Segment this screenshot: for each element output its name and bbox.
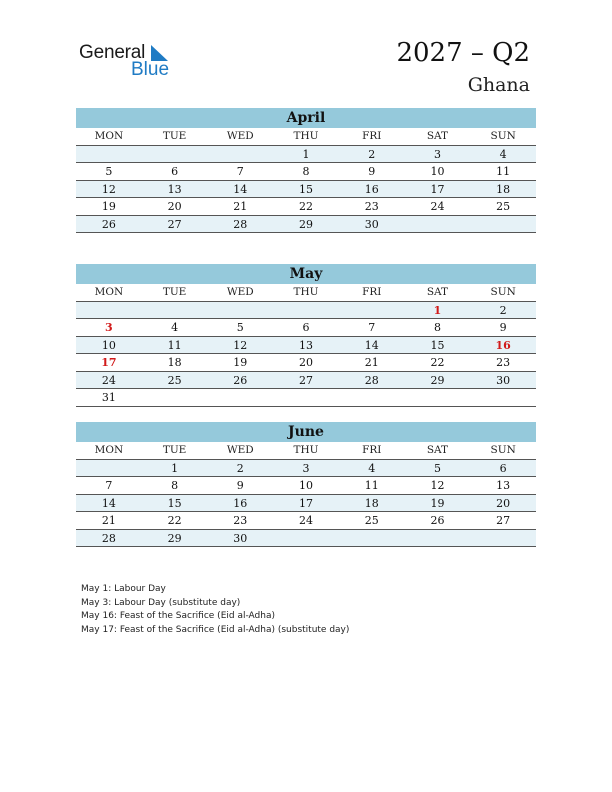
date-cell: 11 (364, 479, 379, 492)
date-cell: 6 (171, 165, 179, 178)
date-cell: 9 (368, 165, 376, 178)
date-cell: 10 (299, 479, 314, 492)
date-cell: 3 (302, 461, 310, 475)
date-cell: 16 (364, 182, 379, 196)
date-cell (339, 389, 405, 406)
date-cell: 16 (233, 496, 248, 510)
date-cell: 31 (101, 391, 116, 404)
date-cell (142, 389, 208, 406)
date-cell: 21 (101, 514, 116, 527)
date-cell: 20 (496, 496, 511, 510)
date-cell: 6 (302, 321, 310, 334)
date-cell: 2 (236, 461, 244, 475)
date-cell: 23 (364, 200, 379, 213)
date-cell (273, 389, 339, 406)
logo-general-text: General (79, 42, 146, 63)
date-cell: 12 (101, 182, 116, 196)
date-cell: 30 (364, 217, 379, 231)
date-cell (142, 302, 208, 319)
month-calendar-april (76, 108, 536, 233)
date-cell: 6 (499, 461, 507, 475)
date-cell: 14 (364, 338, 379, 352)
month-title: April (76, 108, 536, 128)
date-cell: 13 (496, 479, 511, 492)
week-row (76, 372, 536, 390)
date-cell: 14 (233, 182, 248, 196)
date-cell: 8 (433, 321, 441, 334)
date-cell: 5 (236, 321, 244, 334)
day-name: SUN (490, 130, 516, 142)
date-cell: 8 (171, 479, 179, 492)
date-cell: 11 (167, 338, 182, 352)
date-cell (405, 389, 471, 406)
day-name: SAT (426, 130, 449, 142)
day-name: WED (226, 444, 254, 456)
generalblue-logo (79, 42, 179, 80)
week-row (76, 337, 536, 355)
date-cell (405, 216, 471, 233)
day-name: THU (293, 286, 319, 298)
day-name: WED (226, 286, 254, 298)
page-title: 2027 – Q2 (396, 38, 530, 68)
week-row (76, 216, 536, 234)
date-cell: 13 (299, 338, 314, 352)
day-name: FRI (362, 286, 382, 298)
day-name: SAT (426, 444, 449, 456)
month-calendar-june (76, 422, 536, 547)
date-cell: 28 (233, 217, 248, 231)
date-cell: 18 (496, 182, 511, 196)
day-name: TUE (162, 444, 187, 456)
date-cell: 29 (299, 217, 314, 231)
week-row (76, 530, 536, 548)
date-cell: 4 (368, 461, 376, 475)
date-cell: 5 (105, 165, 113, 178)
date-cell: 12 (430, 479, 445, 492)
date-cell (470, 530, 536, 547)
date-cell: 15 (430, 338, 445, 352)
date-cell: 25 (364, 514, 379, 527)
date-cell: 10 (101, 338, 116, 352)
day-name: THU (293, 130, 319, 142)
week-row (76, 198, 536, 216)
date-cell (207, 146, 273, 163)
day-name: FRI (362, 130, 382, 142)
holiday-date-cell: 3 (105, 321, 113, 334)
date-cell: 14 (101, 496, 116, 510)
day-name: MON (94, 444, 124, 456)
date-cell: 23 (233, 514, 248, 527)
date-cell (470, 216, 536, 233)
date-cell: 12 (233, 338, 248, 352)
date-cell: 27 (299, 373, 314, 387)
date-cell: 25 (496, 200, 511, 213)
day-name: TUE (162, 130, 187, 142)
date-cell: 17 (430, 182, 445, 196)
date-cell: 9 (236, 479, 244, 492)
date-cell (273, 302, 339, 319)
date-cell (76, 146, 142, 163)
holiday-date-cell: 17 (101, 356, 117, 369)
week-row (76, 460, 536, 478)
date-cell: 11 (496, 165, 511, 178)
date-cell: 4 (499, 147, 507, 161)
date-cell: 19 (101, 200, 116, 213)
date-cell: 2 (499, 303, 507, 317)
week-row (76, 495, 536, 513)
holiday-date-cell: 1 (433, 303, 442, 317)
date-cell: 29 (430, 373, 445, 387)
date-cell (273, 530, 339, 547)
date-cell: 15 (299, 182, 314, 196)
date-cell: 30 (233, 531, 248, 545)
day-name: THU (293, 444, 319, 456)
date-cell: 1 (171, 461, 179, 475)
day-name: WED (226, 130, 254, 142)
holiday-notes (81, 583, 349, 637)
date-cell (207, 302, 273, 319)
day-names-row (76, 284, 536, 302)
date-cell: 23 (496, 356, 511, 369)
date-cell: 7 (368, 321, 376, 334)
date-cell: 5 (433, 461, 441, 475)
date-cell: 8 (302, 165, 310, 178)
date-cell: 3 (433, 147, 441, 161)
date-cell: 18 (167, 356, 182, 369)
date-cell (339, 530, 405, 547)
date-cell: 28 (101, 531, 116, 545)
date-cell: 21 (364, 356, 379, 369)
day-name: MON (94, 286, 124, 298)
week-row (76, 512, 536, 530)
week-row (76, 477, 536, 495)
day-name: MON (94, 130, 124, 142)
date-cell: 7 (105, 479, 113, 492)
day-name: SAT (426, 286, 449, 298)
day-name: SUN (490, 286, 516, 298)
date-cell: 10 (430, 165, 445, 178)
date-cell: 22 (299, 200, 314, 213)
week-row (76, 319, 536, 337)
month-title: May (76, 264, 536, 284)
day-name: SUN (490, 444, 516, 456)
date-cell: 17 (299, 496, 314, 510)
day-name: FRI (362, 444, 382, 456)
date-cell (207, 389, 273, 406)
date-cell: 2 (368, 147, 376, 161)
date-cell (76, 460, 142, 477)
date-cell (470, 389, 536, 406)
date-cell: 28 (364, 373, 379, 387)
date-cell: 19 (430, 496, 445, 510)
date-cell: 21 (233, 200, 248, 213)
week-row (76, 354, 536, 372)
date-cell: 18 (364, 496, 379, 510)
month-title: June (76, 422, 536, 442)
date-cell: 20 (299, 356, 314, 369)
date-cell: 22 (430, 356, 445, 369)
logo-blue-text: Blue (131, 59, 170, 80)
week-row (76, 181, 536, 199)
day-names-row (76, 128, 536, 146)
date-cell: 22 (167, 514, 182, 527)
date-cell (339, 302, 405, 319)
holiday-note: May 3: Labour Day (substitute day) (81, 597, 241, 608)
date-cell: 25 (167, 373, 182, 387)
date-cell: 30 (496, 373, 511, 387)
date-cell: 26 (430, 514, 445, 527)
date-cell: 24 (299, 514, 314, 527)
date-cell: 26 (101, 217, 116, 231)
date-cell: 24 (101, 373, 116, 387)
date-cell: 13 (167, 182, 182, 196)
date-cell: 19 (233, 356, 248, 369)
date-cell: 7 (236, 165, 244, 178)
month-calendar-may (76, 264, 536, 407)
date-cell: 15 (167, 496, 182, 510)
date-cell: 27 (167, 217, 182, 231)
holiday-note: May 16: Feast of the Sacrifice (Eid al-Adha) (81, 611, 275, 621)
week-row (76, 302, 536, 320)
day-name: TUE (162, 286, 187, 298)
date-cell: 29 (167, 531, 182, 545)
date-cell: 20 (167, 200, 182, 213)
date-cell: 9 (499, 321, 507, 334)
date-cell: 24 (430, 200, 445, 213)
week-row (76, 163, 536, 181)
date-cell: 1 (302, 147, 310, 161)
week-row (76, 389, 536, 407)
date-cell: 4 (171, 321, 179, 334)
holiday-note: May 17: Feast of the Sacrifice (Eid al-Adha) (substitute day) (81, 624, 350, 635)
date-cell (142, 146, 208, 163)
day-names-row (76, 442, 536, 460)
holiday-date-cell: 16 (495, 338, 511, 352)
country-name: Ghana (467, 74, 530, 96)
week-row (76, 146, 536, 164)
date-cell: 27 (496, 514, 511, 527)
date-cell: 26 (233, 373, 248, 387)
date-cell (405, 530, 471, 547)
holiday-note: May 1: Labour Day (81, 584, 166, 594)
date-cell (76, 302, 142, 319)
